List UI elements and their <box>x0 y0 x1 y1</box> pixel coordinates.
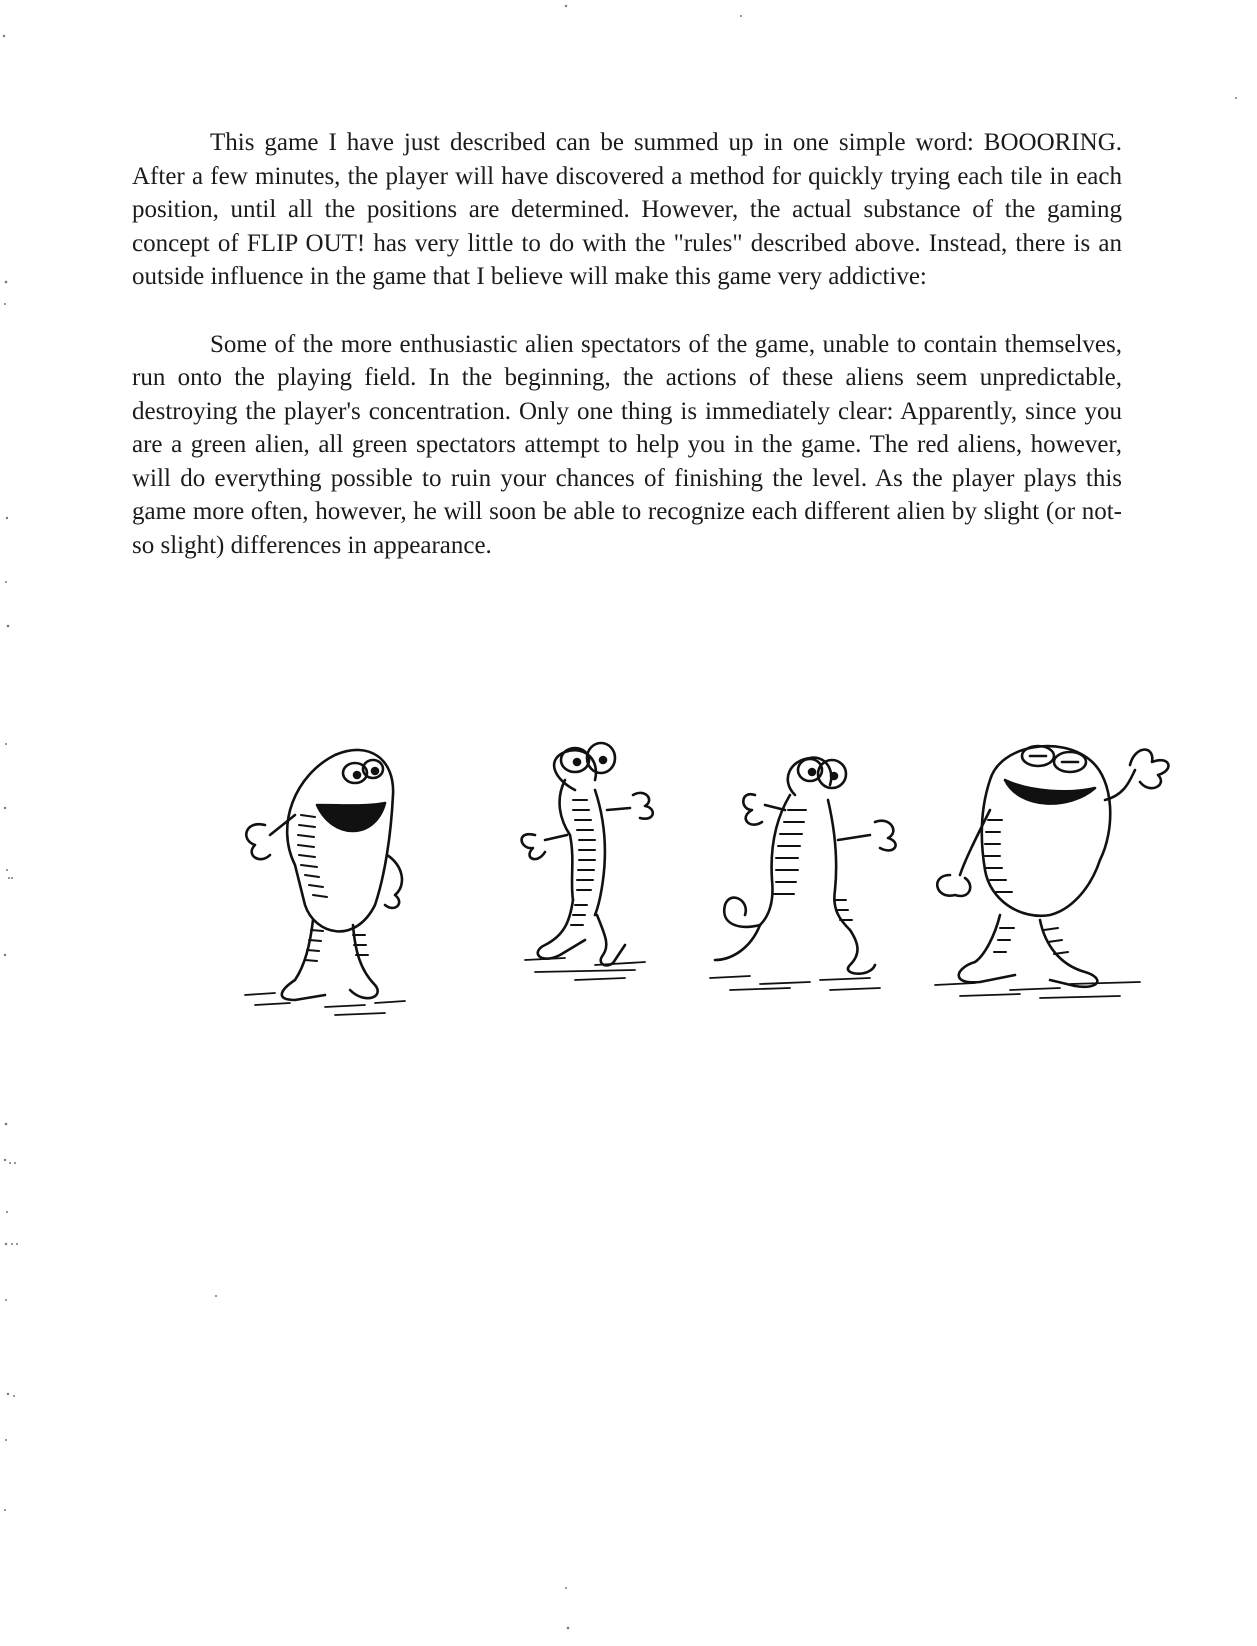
laughing-alien-figure <box>245 750 405 1015</box>
lizard-alien-dancing-figure <box>710 758 896 990</box>
paragraph-1: This game I have just described can be summed up in one simple word: BOOORING. After a few minutes, the player will have discovered a method for quickly trying each tile in each position, until all the positions are determined. However, the actual substance of the gaming concept of FLIP OUT! has very little to do with the "rules" described above. Instead, there is an outside influence in the game that I believe will make this game very addictive: <box>132 129 1122 290</box>
alien-spectators-illustration <box>0 740 1257 1020</box>
grinning-alien-waving-figure <box>935 746 1168 998</box>
body-text <box>132 126 1122 562</box>
paragraph-2: Some of the more enthusiastic alien spectators of the game, unable to contain themselves, run onto the playing field. In the beginning, the actions of these aliens seem unpredictable, destroying the player's concentration. Only one thing is immediately clear: Apparently, since you are a green alien, all green spectators attempt to help you in the game. The red aliens, however, will do everything possible to ruin your chances of finishing the level. As the player plays this game more often, however, he will soon be able to recognize each different alien by slight (or not-so slight) differences in appearance. <box>132 330 1122 559</box>
lizard-alien-figure <box>522 743 653 980</box>
